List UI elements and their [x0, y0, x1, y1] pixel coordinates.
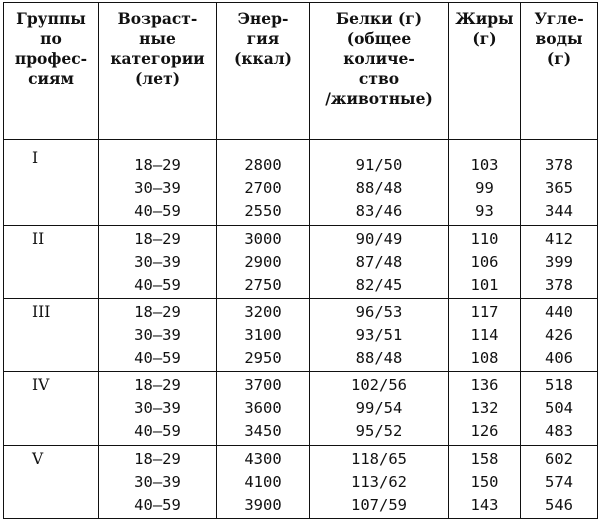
protein-cell: 118/65 113/62 107/59	[310, 445, 449, 518]
header-protein: Белки (г) (общее количе- ство /животные)	[310, 3, 449, 140]
group-block-5	[4, 445, 598, 518]
table-row	[4, 372, 598, 445]
group-label: IV	[4, 372, 99, 445]
group-label: III	[4, 298, 99, 371]
header-carbs: Угле- воды (г)	[521, 3, 598, 140]
fat-cell: 117 114 108	[449, 298, 521, 371]
header-fat: Жиры (г)	[449, 3, 521, 140]
group-label: I	[4, 140, 99, 226]
carbs-cell: 440 426 406	[521, 298, 598, 371]
group-block-2	[4, 225, 598, 298]
age-cell: 18–29 30–39 40–59	[99, 445, 217, 518]
header-energy: Энер- гия (ккал)	[217, 3, 310, 140]
fat-cell: 136 132 126	[449, 372, 521, 445]
header-age: Возраст- ные категории (лет)	[99, 3, 217, 140]
group-block-3	[4, 298, 598, 371]
carbs-cell: 412 399 378	[521, 225, 598, 298]
table-row	[4, 140, 598, 226]
carbs-cell: 602 574 546	[521, 445, 598, 518]
protein-cell: 102/56 99/54 95/52	[310, 372, 449, 445]
age-cell: 18–29 30–39 40–59	[99, 140, 217, 226]
protein-cell: 90/49 87/48 82/45	[310, 225, 449, 298]
age-cell: 18–29 30–39 40–59	[99, 372, 217, 445]
energy-cell: 3000 2900 2750	[217, 225, 310, 298]
protein-cell: 91/50 88/48 83/46	[310, 140, 449, 226]
group-block-1	[4, 140, 598, 226]
energy-cell: 3700 3600 3450	[217, 372, 310, 445]
energy-cell: 2800 2700 2550	[217, 140, 310, 226]
table-row	[4, 445, 598, 518]
group-label: V	[4, 445, 99, 518]
header-row	[4, 3, 598, 140]
fat-cell: 103 99 93	[449, 140, 521, 226]
nutrition-table	[3, 2, 598, 519]
table-header	[4, 3, 598, 140]
fat-cell: 110 106 101	[449, 225, 521, 298]
fat-cell: 158 150 143	[449, 445, 521, 518]
carbs-cell: 518 504 483	[521, 372, 598, 445]
table-row	[4, 298, 598, 371]
age-cell: 18–29 30–39 40–59	[99, 298, 217, 371]
age-cell: 18–29 30–39 40–59	[99, 225, 217, 298]
header-group: Группы по профес- сиям	[4, 3, 99, 140]
protein-cell: 96/53 93/51 88/48	[310, 298, 449, 371]
table-row	[4, 225, 598, 298]
energy-cell: 4300 4100 3900	[217, 445, 310, 518]
energy-cell: 3200 3100 2950	[217, 298, 310, 371]
group-label: II	[4, 225, 99, 298]
carbs-cell: 378 365 344	[521, 140, 598, 226]
group-block-4	[4, 372, 598, 445]
